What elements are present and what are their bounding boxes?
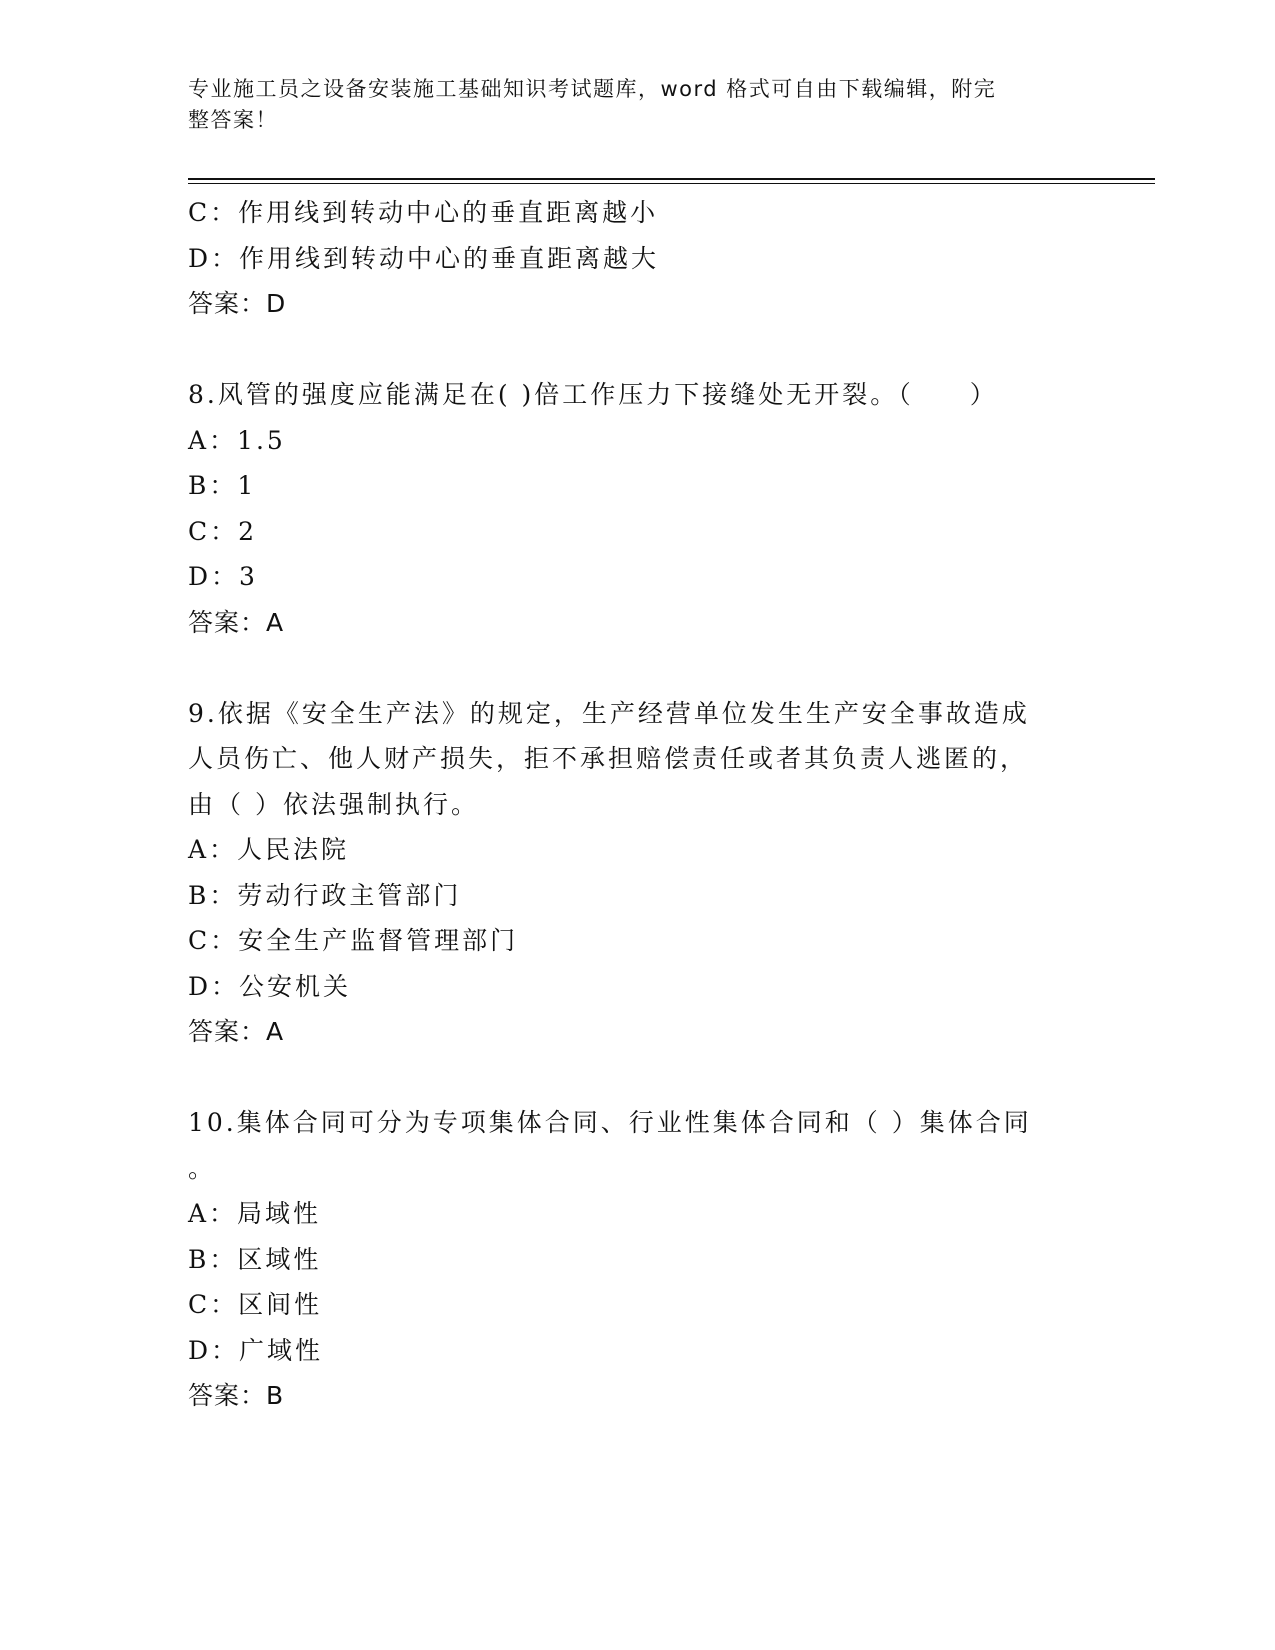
spacer (188, 1055, 1068, 1101)
question-7-fragment (188, 190, 1068, 327)
option-c: C：安全生产监督管理部门 (188, 926, 519, 955)
header-rule-thick (188, 178, 1155, 180)
header-rule-thin (188, 183, 1155, 184)
option-c: C：2 (188, 516, 258, 546)
document-header (188, 74, 1068, 136)
question-stem-line-2: 人员伤亡、他人财产损失，拒不承担赔偿责任或者其负责人逃匿的， (188, 744, 1029, 773)
option-a: A：1.5 (188, 425, 286, 455)
option-a: A：人民法院 (188, 835, 350, 864)
option-d: D：作用线到转动中心的垂直距离越大 (188, 243, 660, 273)
option-d: D：3 (188, 562, 258, 591)
option-b: B：区域性 (188, 1244, 322, 1274)
answer: 答案：B (188, 1381, 285, 1410)
option-c: C：区间性 (188, 1290, 323, 1319)
question-9 (188, 691, 1068, 1055)
question-stem-line-1: 10.集体合同可分为专项集体合同、行业性集体合同和（ ）集体合同 (188, 1108, 1032, 1137)
spacer (188, 645, 1068, 691)
header-line-1: 专业施工员之设备安装施工基础知识考试题库，word 格式可自由下载编辑，附完 (188, 77, 997, 101)
question-stem-line-1: 9.依据《安全生产法》的规定，生产经营单位发生生产安全事故造成 (188, 698, 1030, 728)
option-d: D：广域性 (188, 1335, 324, 1365)
option-a: A：局域性 (188, 1199, 322, 1228)
question-list (188, 190, 1068, 1419)
option-c: C：作用线到转动中心的垂直距离越小 (188, 198, 659, 227)
question-8 (188, 372, 1068, 645)
answer: 答案：A (188, 607, 285, 637)
option-d: D：公安机关 (188, 971, 352, 1001)
question-stem-line-2: 。 (188, 1153, 217, 1183)
answer: 答案：D (188, 289, 287, 318)
question-stem: 8.风管的强度应能满足在( )倍工作压力下接缝处无开裂。（ ） (188, 380, 998, 409)
answer: 答案：A (188, 1017, 285, 1046)
option-b: B：劳动行政主管部门 (188, 880, 462, 910)
question-10 (188, 1100, 1068, 1419)
option-b: B：1 (188, 471, 257, 500)
question-stem-line-3: 由（ ）依法强制执行。 (188, 789, 479, 819)
header-line-2: 整答案！ (188, 108, 278, 132)
spacer (188, 327, 1068, 373)
